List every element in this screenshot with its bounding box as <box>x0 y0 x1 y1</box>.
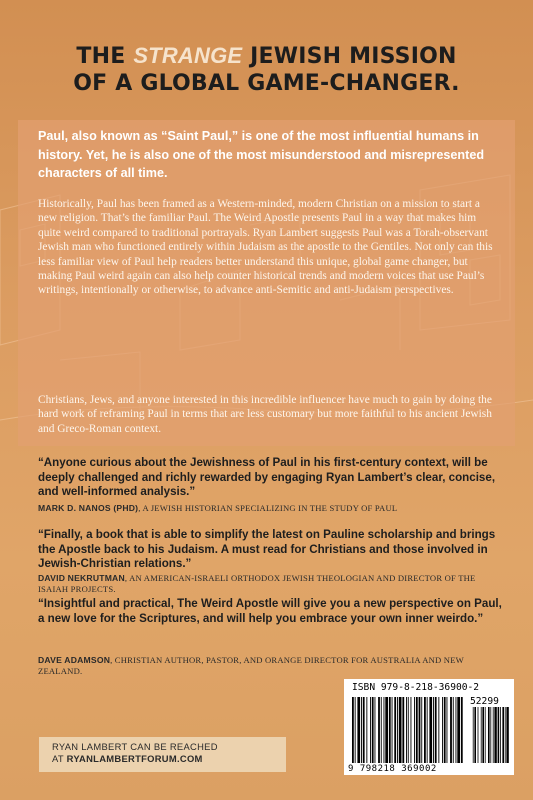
barcode-bar <box>433 697 434 763</box>
barcode-bar <box>370 697 371 763</box>
barcode-bar <box>442 697 443 763</box>
headline <box>20 42 513 97</box>
contact-line-2-prefix: AT <box>52 753 67 764</box>
barcode-bar <box>355 697 356 763</box>
barcode-bar <box>399 697 402 763</box>
barcode-bar <box>394 697 396 763</box>
barcode-bar <box>357 697 360 763</box>
barcode-addon-bar <box>490 707 491 763</box>
barcode-addon-bar <box>482 707 484 763</box>
barcode-bars <box>350 697 510 765</box>
barcode-addon-bar <box>502 707 504 763</box>
barcode-addon-bar <box>474 707 476 763</box>
barcode-bar <box>419 697 421 763</box>
barcode-bar <box>438 697 439 763</box>
barcode-addon-bar <box>498 707 500 763</box>
barcode-addon-bar <box>493 707 494 763</box>
endorser-role-2: , AN AMERICAN-ISRAELI ORTHODOX JEWISH THEOLOGIAN AND DIRECTOR OF THE ISAIAH PROJECTS. <box>38 573 476 595</box>
headline-accent-word: STRANGE <box>133 43 243 68</box>
barcode-addon-bar <box>478 707 479 763</box>
barcode-bar <box>416 697 418 763</box>
endorsement-quote-1: “Anyone curious about the Jewishness of Paul in his first-century context, will be deeply challenged and richly rewarded by engaging Ryan Lambert’s clear, concise, and well-informed analysis.” <box>38 456 496 499</box>
headline-line1-post: JEWISH MISSION <box>242 44 457 69</box>
barcode-bar <box>444 697 446 763</box>
barcode-bar <box>375 697 376 763</box>
contact-line-1: RYAN LAMBERT CAN BE REACHED <box>52 741 218 752</box>
body-paragraph-2: Christians, Jews, and anyone interested in this incredible influencer have much to gain by doing the hard work of reframing Paul in terms that are less customary but more faithful to his ancient Jewish and Greco-Roman context. <box>38 394 492 435</box>
price-code: 52299 <box>470 696 499 707</box>
endorser-name-1: MARK D. NANOS (PHD) <box>38 503 139 513</box>
barcode-bar <box>389 697 391 763</box>
isbn-label: ISBN 979-8-218-36900-2 <box>352 682 480 693</box>
barcode-bar <box>352 697 354 763</box>
endorser-name-3: DAVE ADAMSON <box>38 655 111 665</box>
headline-line2: OF A GLOBAL GAME-CHANGER. <box>73 71 460 96</box>
barcode-bar <box>427 697 428 763</box>
endorser-role-3: , CHRISTIAN AUTHOR, PASTOR, AND ORANGE DIRECTOR FOR AUSTRALIA AND NEW ZEALAND. <box>38 655 464 677</box>
barcode-bar <box>414 697 415 763</box>
barcode-addon-bar <box>506 707 508 763</box>
barcode-bar <box>385 697 388 763</box>
barcode-bar <box>429 697 432 763</box>
barcode-bar <box>384 697 385 763</box>
barcode-bar <box>392 697 393 763</box>
barcode-addon-bar <box>494 707 496 763</box>
barcode-addon-bar <box>481 707 482 763</box>
barcode-bar <box>411 697 412 763</box>
barcode-bar <box>408 697 409 763</box>
barcode-addon-bar <box>505 707 506 763</box>
barcode-bar <box>397 697 398 763</box>
barcode-bar <box>372 697 374 763</box>
endorsement-attribution-3 <box>38 655 478 678</box>
barcode-bar <box>461 697 463 763</box>
barcode-addon-bar <box>473 707 474 763</box>
barcode-bar <box>378 697 380 763</box>
barcode-bar <box>456 697 457 763</box>
endorser-name-2: DAVID NEKRUTMAN <box>38 573 125 583</box>
contact-website-link[interactable]: RYANLAMBERTFORUM.COM <box>66 753 203 764</box>
barcode-bar <box>447 697 448 763</box>
contact-text <box>52 741 282 765</box>
barcode-addon-bar <box>485 707 486 763</box>
barcode-bar <box>402 697 404 763</box>
barcode-bar <box>457 697 460 763</box>
endorsement-quote-2: “Finally, a book that is able to simplify the latest on Pauline scholarship and brings the Apostle back to his Judaism. A must read for Christians and those involved in Jewish-Christian relations.” <box>38 528 496 571</box>
headline-line1-pre: THE <box>76 44 134 69</box>
body-paragraph-1: Historically, Paul has been framed as a Western-minded, modern Christian on a mission to start a new religion. That’s the familiar Paul. The Weird Apostle presents Paul in a way that makes him quite weird compared to traditional portrayals. Ryan Lambert suggests Paul was a Torah-observant Jewish man who functioned entirely within Judaism as the apostle to the Gentiles. Not only can this less familiar view of Paul help readers better understand this unique, global game changer, but making Paul weird again can also help counter historical trends and modern voices that use Paul’s writings, intentionally or otherwise, to advance anti-Semitic and anti-Judaism perspectives. <box>38 198 493 297</box>
barcode-bar <box>406 697 407 763</box>
endorser-role-1: , A JEWISH HISTORIAN SPECIALIZING IN THE STUDY OF PAUL <box>138 503 398 513</box>
barcode-bar <box>366 697 367 763</box>
barcode-bar <box>435 697 437 763</box>
barcode-bar <box>421 697 422 763</box>
barcode-bar <box>363 697 365 763</box>
barcode-addon-bar <box>488 707 490 763</box>
endorsement-quote-3: “Insightful and practical, The Weird Apostle will give you a new perspective on Paul, a new love for the Scriptures, and will help you embrace your own inner weirdo.” <box>38 597 502 625</box>
barcode-bar <box>381 697 382 763</box>
barcode-bar <box>424 697 426 763</box>
barcode-bar <box>361 697 362 763</box>
intro-paragraph: Paul, also known as “Saint Paul,” is one of the most influential humans in history. Yet, he is also one of the most misunderstood and misrepresented characters of all time. <box>38 129 485 180</box>
ean-digits: 9 798218 369002 <box>348 764 437 774</box>
barcode-bar <box>453 697 454 763</box>
endorsement-attribution-1 <box>38 503 478 514</box>
barcode-addon-bar <box>500 707 501 763</box>
endorsement-attribution-2 <box>38 573 478 596</box>
barcode-bar <box>450 697 452 763</box>
